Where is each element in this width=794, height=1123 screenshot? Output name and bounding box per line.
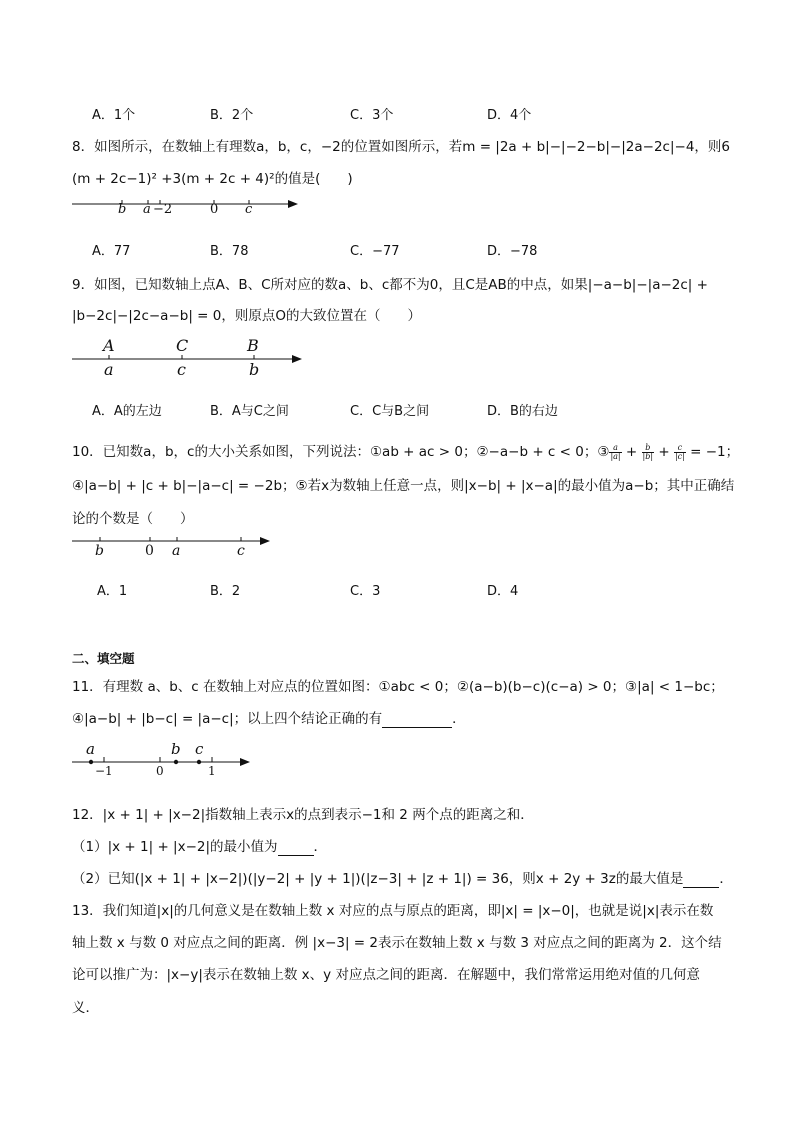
q11-stem-line2-text: ④|a−b| + |b−c| = |a−c|；以上四个结论正确的有 <box>72 711 383 727</box>
q13-stem-line3: 论可以推广为：|x−y|表示在数轴上数 x、y 对应点之间的距离．在解题中，我们常常运用绝对值的几何意 <box>72 967 700 983</box>
q9-point-label-c-upper: C <box>176 336 189 355</box>
q8-option-d: D．−78 <box>487 244 538 259</box>
q10-option-c: C．3 <box>350 584 381 599</box>
q13-stem-line2: 轴上数 x 与数 0 对应点之间的距离．例 |x−3| = 2表示在数轴上数 x 与数 3 对应点之间的距离为 2．这个结 <box>72 935 722 951</box>
q10-frac-c-den: |c| <box>674 451 685 461</box>
q10-fraction-a <box>609 444 621 461</box>
q9-option-c: C．C与B之间 <box>350 404 430 419</box>
q9-value-label-c: c <box>177 360 186 379</box>
q12-stem-line1: 12．|x + 1| + |x−2|指数轴上表示x的点到表示−1和 2 两个点的距离之和． <box>72 807 534 823</box>
q11-point-label-b: b <box>171 740 181 758</box>
q10-stem-line1-end: = −1； <box>685 444 740 460</box>
q8-stem-line2: (m + 2c−1)² +3(m + 2c + 4)²的值是( ) <box>72 171 353 187</box>
q10-stem-line2: ④|a−b| + |c + b|−|a−c| = −2b；⑤若x为数轴上任意一点，则|x−b| + |x−a|的最小值为a−b；其中正确结 <box>72 478 735 494</box>
q7-option-d: D．4个 <box>487 108 532 123</box>
q10-frac-b-num: b <box>642 444 655 453</box>
q12-part2-end: ． <box>719 871 733 887</box>
q10-stem-line1-text: 10．已知数a，b，c的大小关系如图，下列说法：①ab + ac > 0；②−a−b + c < 0；③ <box>72 444 610 460</box>
q10-frac-a-den: |a| <box>610 451 621 461</box>
q9-stem-line1: 9．如图，已知数轴上点A、B、C所对应的数a、b、c都不为0，且C是AB的中点，如果|−a−b|−|a−2c| + <box>72 277 708 293</box>
q13-stem-line1: 13．我们知道|x|的几何意义是在数轴上数 x 对应的点与原点的距离，即|x| = |x−0|，也就是说|x|表示在数 <box>72 903 714 919</box>
q10-frac-a-num: a <box>609 444 621 453</box>
q11-answer-blank[interactable] <box>382 711 452 728</box>
q11-stem-line2-end: ． <box>452 711 466 727</box>
q10-frac-c-num: c <box>674 444 686 453</box>
q8-axis-label-c: c <box>245 202 253 217</box>
q8-stem-line1: 8．如图所示，在数轴上有理数a，b，c，−2的位置如图所示，若m = |2a + b|−|−2−b|−|2a−2c|−4，则6 <box>72 139 730 155</box>
q8-axis-label-neg2: −2 <box>153 202 173 217</box>
q12-part1-answer-blank[interactable] <box>278 839 314 856</box>
section-title-fill-in: 二、填空题 <box>72 651 135 666</box>
q9-option-a: A．A的左边 <box>92 404 162 419</box>
q10-option-b: B．2 <box>210 584 241 599</box>
q10-axis-label-c: c <box>237 543 245 559</box>
q8-axis-label-0: 0 <box>210 202 219 217</box>
q7-option-c: C．3个 <box>350 108 394 123</box>
q10-axis-label-a: a <box>172 543 181 559</box>
q9-point-label-a-upper: A <box>103 336 115 355</box>
q9-option-d: D．B的右边 <box>487 404 558 419</box>
q10-stem-line1: 10．已知数a，b，c的大小关系如图，下列说法：①ab + ac > 0；②−a−b + c < 0；③ $\frac{a}{|a|}$ + $\frac{b}{|b|}$ + $\frac{c}{|c|}$ = −1； <box>72 442 740 461</box>
q12-part1-text: （1）|x + 1| + |x−2|的最小值为 <box>72 839 278 855</box>
q10-option-d: D．4 <box>487 584 519 599</box>
q10-fraction-c <box>674 444 686 461</box>
q12-part1-end: ． <box>313 839 328 855</box>
q8-number-line <box>72 200 298 208</box>
q13-stem-line4: 义． <box>72 1000 99 1016</box>
q8-option-b: B．78 <box>210 244 249 259</box>
q8-option-a: A．77 <box>92 244 131 259</box>
q11-point-label-c: c <box>195 740 204 758</box>
q11-tick-label-1: 1 <box>208 764 216 778</box>
q8-axis-label-a: a <box>143 202 151 217</box>
q12-part2-answer-blank[interactable] <box>683 871 719 888</box>
q10-option-a: A．1 <box>97 584 128 599</box>
q9-stem-line2: |b−2c|−|2c−a−b| = 0，则原点O的大致位置在（ ） <box>72 308 421 324</box>
q11-stem-line2 <box>72 707 466 728</box>
q9-point-label-b-upper: B <box>247 336 259 355</box>
q12-part2 <box>72 867 733 888</box>
q7-option-a: A．1个 <box>92 108 136 123</box>
q11-point-label-a: a <box>86 740 95 758</box>
q11-stem-line1: 11．有理数 a、b、c 在数轴上对应点的位置如图：①abc < 0；②(a−b)(b−c)(c−a) > 0；③|a| < 1−bc； <box>72 679 724 695</box>
q10-stem-line3: 论的个数是（ ） <box>72 511 194 527</box>
q9-option-b: B．A与C之间 <box>210 404 289 419</box>
q10-frac-b-den: |b| <box>642 451 654 461</box>
q9-value-label-a: a <box>104 360 114 379</box>
q11-tick-label-neg1: −1 <box>95 764 113 778</box>
q12-part1 <box>72 835 327 856</box>
q9-value-label-b: b <box>249 360 260 379</box>
q8-option-c: C．−77 <box>350 244 400 259</box>
q7-option-b: B．2个 <box>210 108 254 123</box>
q10-axis-label-b: b <box>95 543 104 559</box>
q8-axis-label-b: b <box>118 202 127 217</box>
q12-part2-text: （2）已知(|x + 1| + |x−2|)(|y−2| + |y + 1|)(|z−3| + |z + 1|) = 36，则x + 2y + 3z的最大值是 <box>72 871 684 887</box>
q11-tick-label-0: 0 <box>156 764 164 778</box>
q10-axis-label-0: 0 <box>145 543 154 559</box>
q10-fraction-b <box>642 444 655 461</box>
